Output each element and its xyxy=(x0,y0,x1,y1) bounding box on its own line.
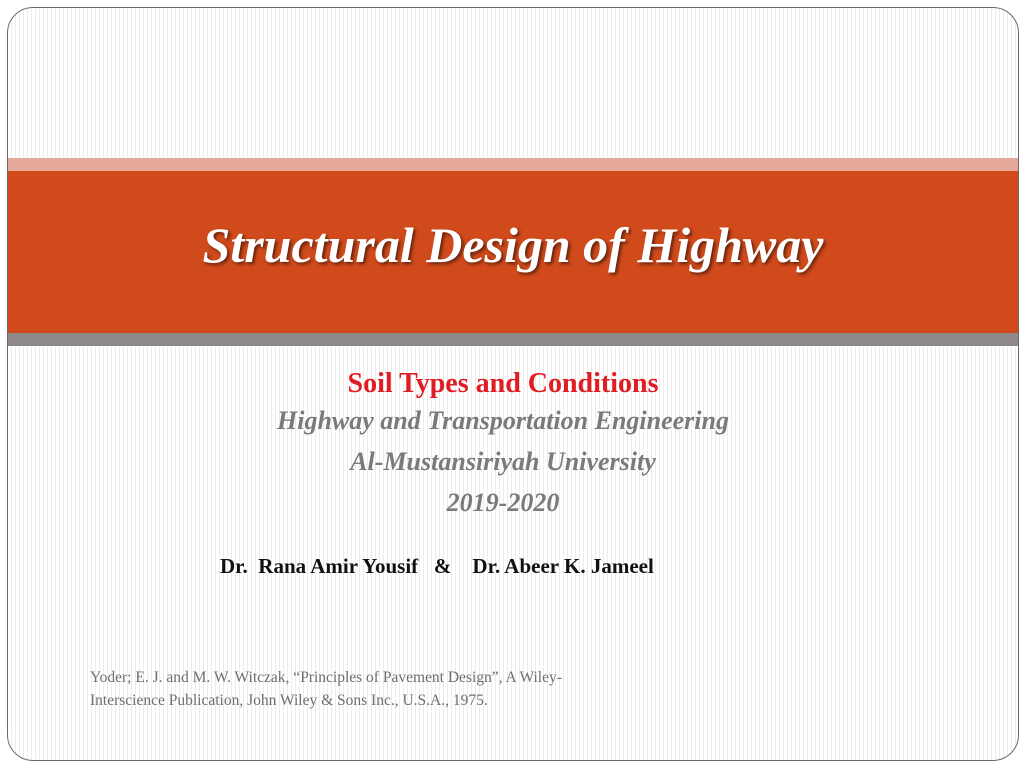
title-band-bottom-stripe xyxy=(8,333,1018,346)
university-name: Al-Mustansiriyah University xyxy=(350,447,656,476)
academic-year: 2019-2020 xyxy=(446,488,560,517)
reference-line-2: Interscience Publication, John Wiley & Sons Inc., U.S.A., 1975. xyxy=(90,692,488,709)
title-band-top-stripe xyxy=(8,158,1018,171)
authors-line: Dr. Rana Amir Yousif & Dr. Abeer K. Jameel xyxy=(220,554,654,578)
topic-heading: Soil Types and Conditions xyxy=(347,368,659,399)
subtitle-block xyxy=(8,368,998,523)
slide-title: Structural Design of Highway xyxy=(202,217,824,273)
course-name: Highway and Transportation Engineering xyxy=(277,406,729,435)
reference-line-1: Yoder; E. J. and M. W. Witczak, “Principles of Pavement Design”, A Wiley- xyxy=(90,669,562,686)
reference-citation xyxy=(90,666,650,712)
slide xyxy=(7,7,1019,761)
